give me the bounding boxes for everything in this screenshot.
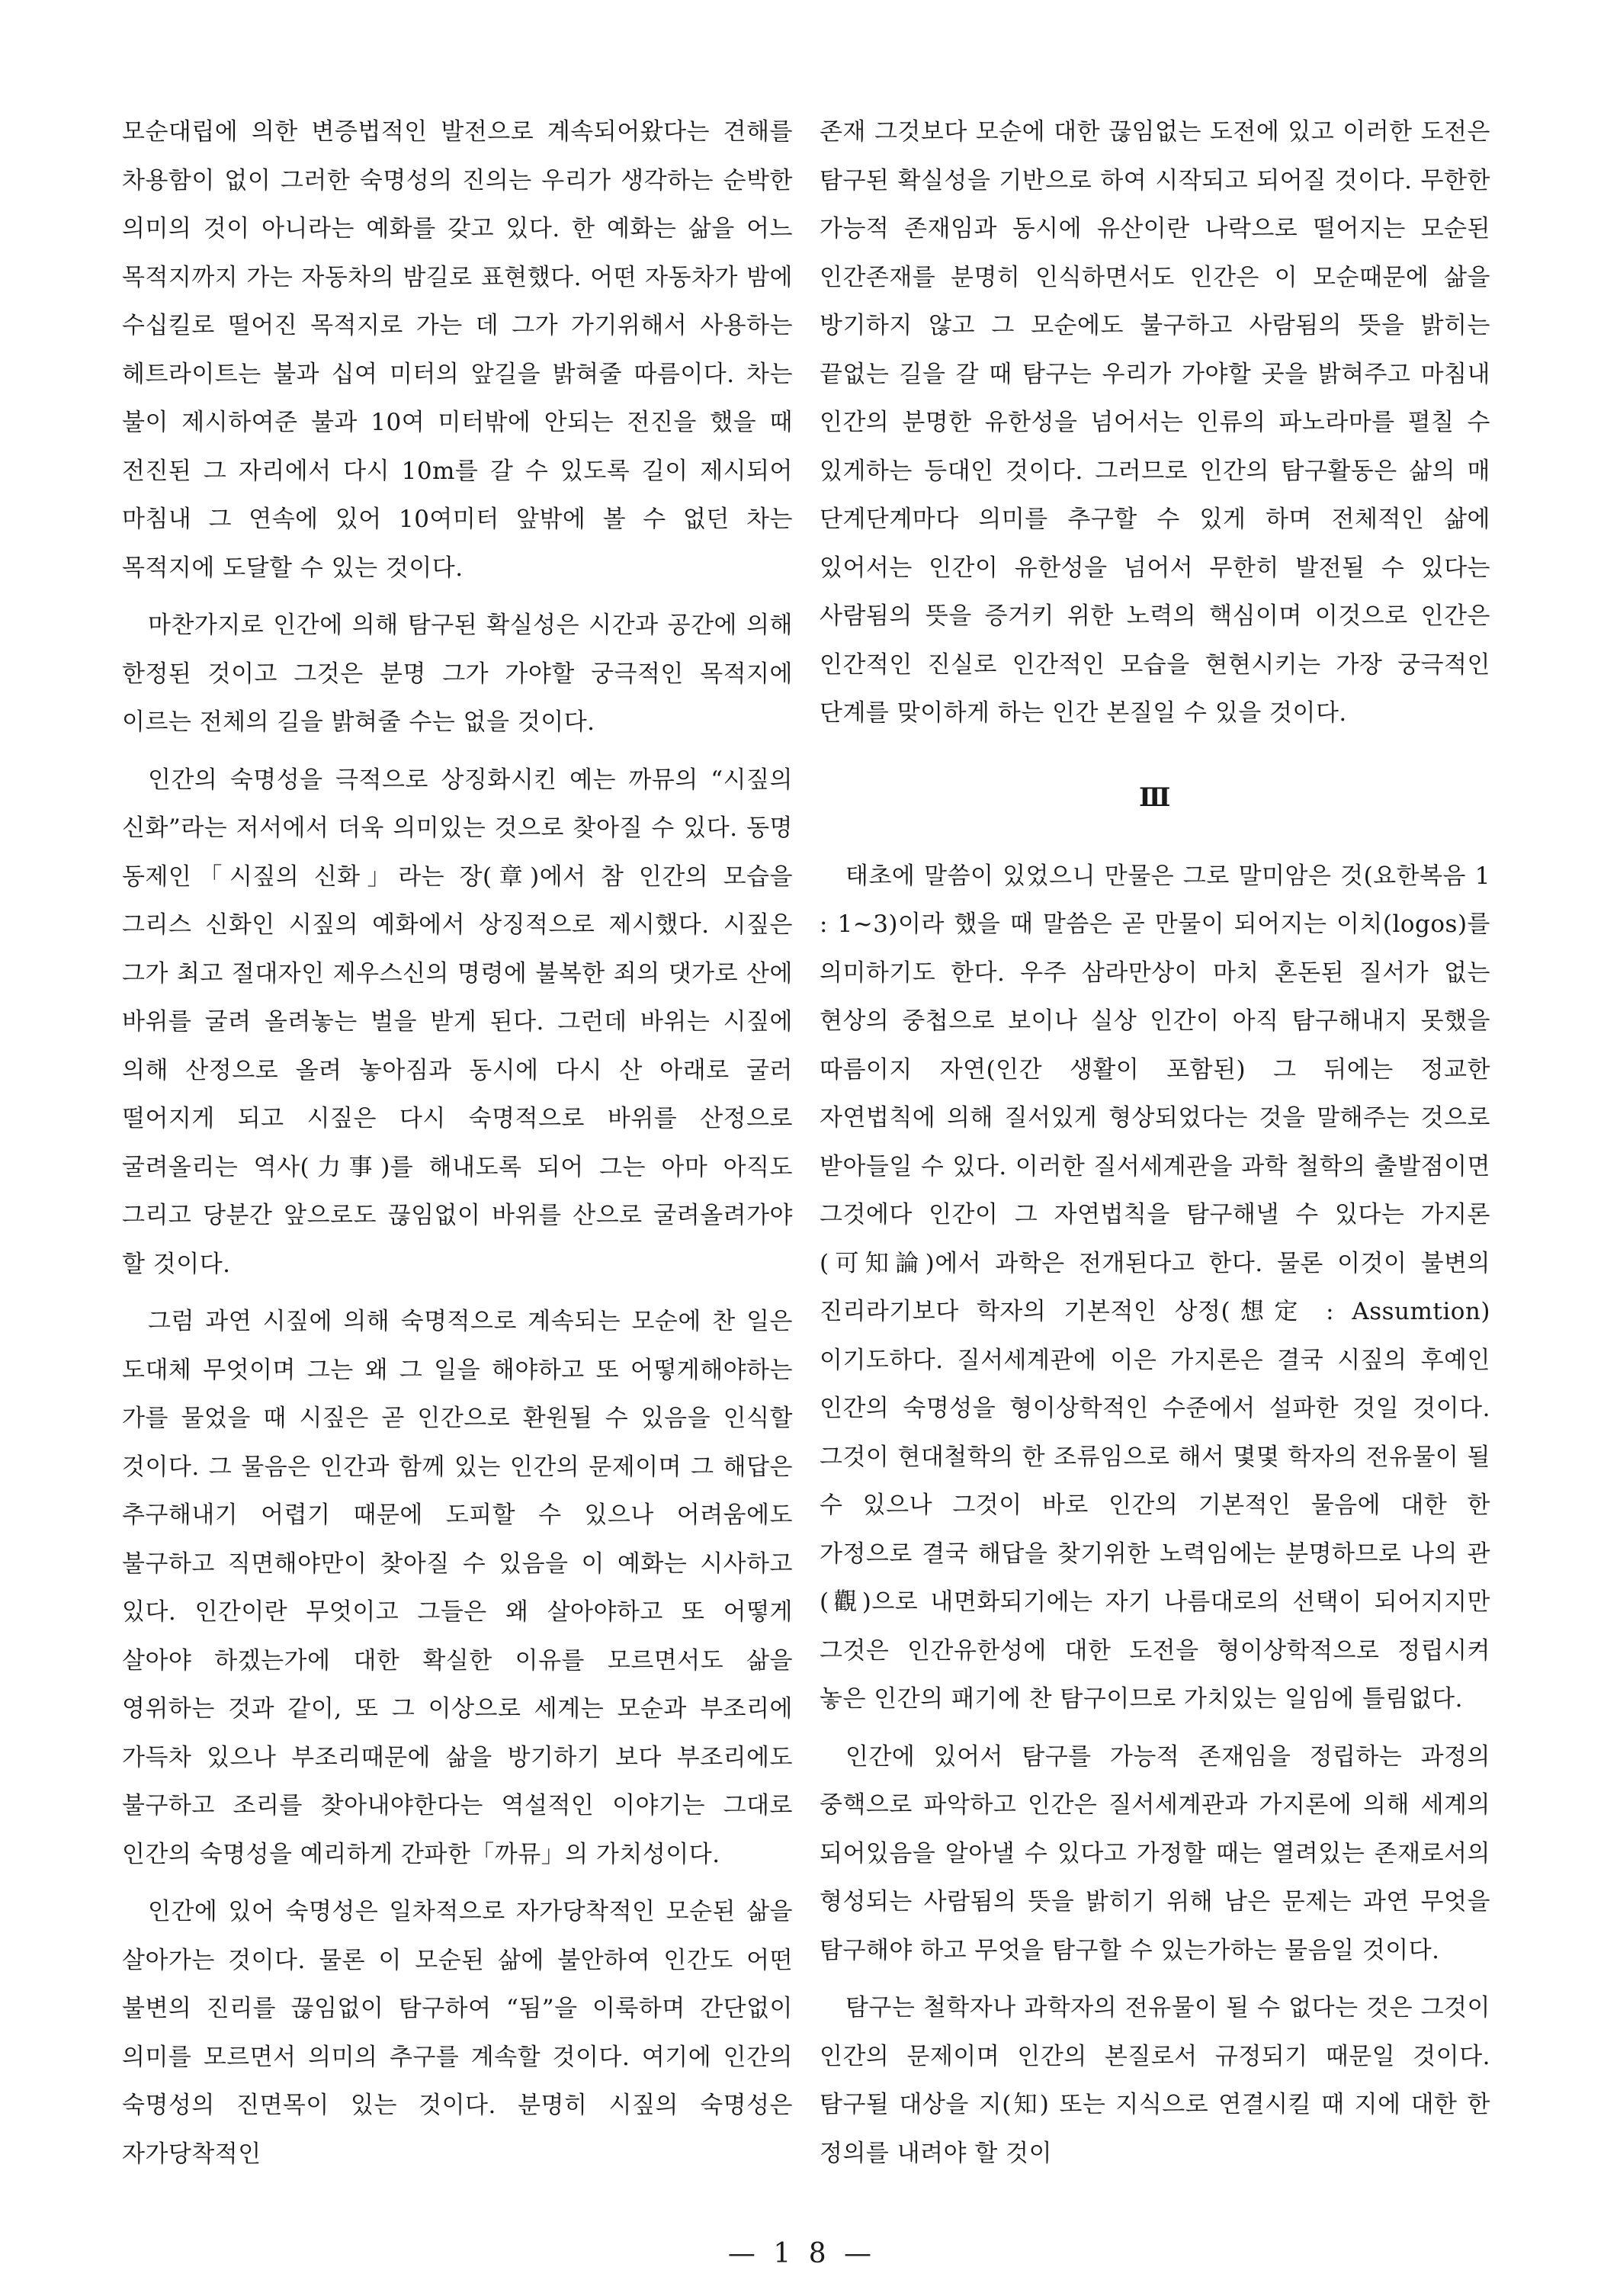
paragraph: 태초에 말씀이 있었으니 만물은 그로 말미암은 것(요한복음 1 : 1~3)이라 했을 때 말씀은 곧 만물이 되어지는 이치(logos)를 의미하기도 한다. 우주 삼라만상이 마치 혼돈된 질서가 없는 현상의 중첩으로 보이나 실상 인간이 아직 탐구해내지 못했을 따름이지 자연(인간 생활이 포함된) 그 뒤에는 정교한 자연법칙에 의해 질서있게 형상되었다는 것을 말해주는 것으로 받아들일 수 있다. 이러한 질서세계관을 과학 철학의 출발점이면 그것에다 인간이 그 자연법칙을 탐구해낼 수 있다는 가지론(可知論)에서 과학은 전개된다고 한다. 물론 이것이 불변의 진리라기보다 학자의 기본적인 상정(想定 : Assumtion)이기도하다. 질서세계관에 이은 가지론은 결국 시짚의 후예인 인간의 숙명성을 형이상학적인 수준에서 설파한 것일 것이다. 그것이 현대철학의 한 조류임으로 해서 몇몇 학자의 전유물이 될 수 있으나 그것이 바로 인간의 기본적인 물음에 대한 한 가정으로 결국 해답을 찾기위한 노력임에는 분명하므로 나의 관(觀)으로 내면화되기에는 자기 나름대로의 선택이 되어지지만 그것은 인간유한성에 대한 도전을 형이상학적으로 정립시켜 놓은 인간의 패기에 찬 탐구이므로 가치있는 일임에 틀림없다.	[820, 862, 1490, 1713]
page-number: — 1 8 —	[727, 2238, 877, 2269]
paragraph: 인간에 있어서 탐구를 가능적 존재임을 정립하는 과정의 중핵으로 파악하고 인간은 질서세계관과 가지론에 의해 세계의 되어있음을 알아낼 수 있다고 가정할 때는 열려있는 존재로서의 형성되는 사람됨의 뜻을 밝히기 위해 남은 문제는 과연 무엇을 탐구해야 하고 무엇을 탐구할 수 있는가하는 물음일 것이다.	[820, 1742, 1490, 1964]
paragraph: 존재 그것보다 모순에 대한 끊임없는 도전에 있고 이러한 도전은 탐구된 확실성을 기반으로 하여 시작되고 되어질 것이다. 무한한 가능적 존재임과 동시에 유산이란 나락으로 떨어지는 모순된 인간존재를 분명히 인식하면서도 인간은 이 모순때문에 삶을 방기하지 않고 그 모순에도 불구하고 사람됨의 뜻을 밝히는 끝없는 길을 갈 때 탐구는 우리가 가야할 곳을 밝혀주고 마침내 인간의 분명한 유한성을 넘어서는 인류의 파노라마를 펼칠 수 있게하는 등대인 것이다. 그러므로 인간의 탐구활동은 삶의 매 단계단계마다 의미를 추구할 수 있게 하며 전체적인 삶에 있어서는 인간이 유한성을 넘어서 무한히 발전될 수 있다는 사람됨의 뜻을 증거키 위한 노력의 핵심이며 이것으로 인간은 인간적인 진실로 인간적인 모습을 현현시키는 가장 궁극적인 단계를 맞이하게 하는 인간 본질일 수 있을 것이다.	[820, 118, 1490, 727]
paragraph: 인간의 숙명성을 극적으로 상징화시킨 예는 까뮤의 “시짚의 신화”라는 저서에서 더욱 의미있는 것으로 찾아질 수 있다. 동명 동제인「시짚의 신화」라는 장(章)에서 참 인간의 모습을 그리스 신화인 시짚의 예화에서 상징적으로 제시했다. 시짚은 그가 최고 절대자인 제우스신의 명령에 불복한 죄의 댓가로 산에 바위를 굴려 올려놓는 벌을 받게 된다. 그런데 바위는 시짚에 의해 산정으로 올려 놓아짐과 동시에 다시 산 아래로 굴러 떨어지게 되고 시짚은 다시 숙명적으로 바위를 산정으로 굴려올리는 역사(力事)를 해내도록 되어 그는 아마 아직도 그리고 당분간 앞으로도 끊임없이 바위를 산으로 굴려올려가야 할 것이다.	[122, 766, 793, 1278]
paragraph: 그럼 과연 시짚에 의해 숙명적으로 계속되는 모순에 찬 일은 도대체 무엇이며 그는 왜 그 일을 해야하고 또 어떻게해야하는 가를 물었을 때 시짚은 곧 인간으로 환원될 수 있음을 인식할 것이다. 그 물음은 인간과 함께 있는 인간의 문제이며 그 해답은 추구해내기 어렵기 때문에 도피할 수 있으나 어려움에도 불구하고 직면해야만이 찾아질 수 있음을 이 예화는 시사하고 있다. 인간이란 무엇이고 그들은 왜 살아야하고 또 어떻게 살아야 하겠는가에 대한 확실한 이유를 모르면서도 삶을 영위하는 것과 같이, 또 그 이상으로 세계는 모순과 부조리에 가득차 있으나 부조리때문에 삶을 방기하기 보다 부조리에도 불구하고 조리를 찾아내야한다는 역설적인 이야기는 그대로 인간의 숙명성을 예리하게 간파한「까뮤」의 가치성이다.	[122, 1308, 793, 1868]
paragraph: 모순대립에 의한 변증법적인 발전으로 계속되어왔다는 견해를 차용함이 없이 그러한 숙명성의 진의는 우리가 생각하는 순박한 의미의 것이 아니라는 예화를 갖고 있다. 한 예화는 삶을 어느 목적지까지 가는 자동차의 밤길로 표현했다. 어떤 자동차가 밤에 수십킬로 떨어진 목적지로 가는 데 그가 가기위해서 사용하는 헤트라이트는 불과 십여 미터의 앞길을 밝혀줄 따름이다. 차는 불이 제시하여준 불과 10여 미터밖에 안되는 전진을 했을 때 전진된 그 자리에서 다시 10m를 갈 수 있도록 길이 제시되어 마침내 그 연속에 있어 10여미터 앞밖에 볼 수 없던 차는 목적지에 도달할 수 있는 것이다.	[122, 118, 793, 582]
paragraph: 마찬가지로 인간에 의해 탐구된 확실성은 시간과 공간에 의해 한정된 것이고 그것은 분명 그가 가야할 궁극적인 목적지에 이르는 전체의 길을 밝혀줄 수는 없을 것이다.	[122, 612, 793, 736]
left-column	[122, 108, 793, 2188]
paragraph: 탐구는 철학자나 과학자의 전유물이 될 수 없다는 것은 그것이 인간의 문제이며 인간의 본질로서 규정되기 때문일 것이다. 탐구될 대상을 지(知) 또는 지식으로 연결시킬 때 지에 대한 한 정의를 내려야 할 것이	[820, 1994, 1490, 2167]
right-column	[820, 108, 1490, 2187]
paragraph: 인간에 있어 숙명성은 일차적으로 자가당착적인 모순된 삶을 살아가는 것이다. 물론 이 모순된 삶에 불안하여 인간도 어떤 불변의 진리를 끊임없이 탐구하여 “됨”을 이룩하며 간단없이 의미를 모르면서 의미의 추구를 계속할 것이다. 여기에 인간의 숙명성의 진면목이 있는 것이다. 분명히 시짚의 숙명성은 자가당착적인	[122, 1898, 793, 2168]
section-heading: Ⅲ	[1139, 782, 1171, 813]
